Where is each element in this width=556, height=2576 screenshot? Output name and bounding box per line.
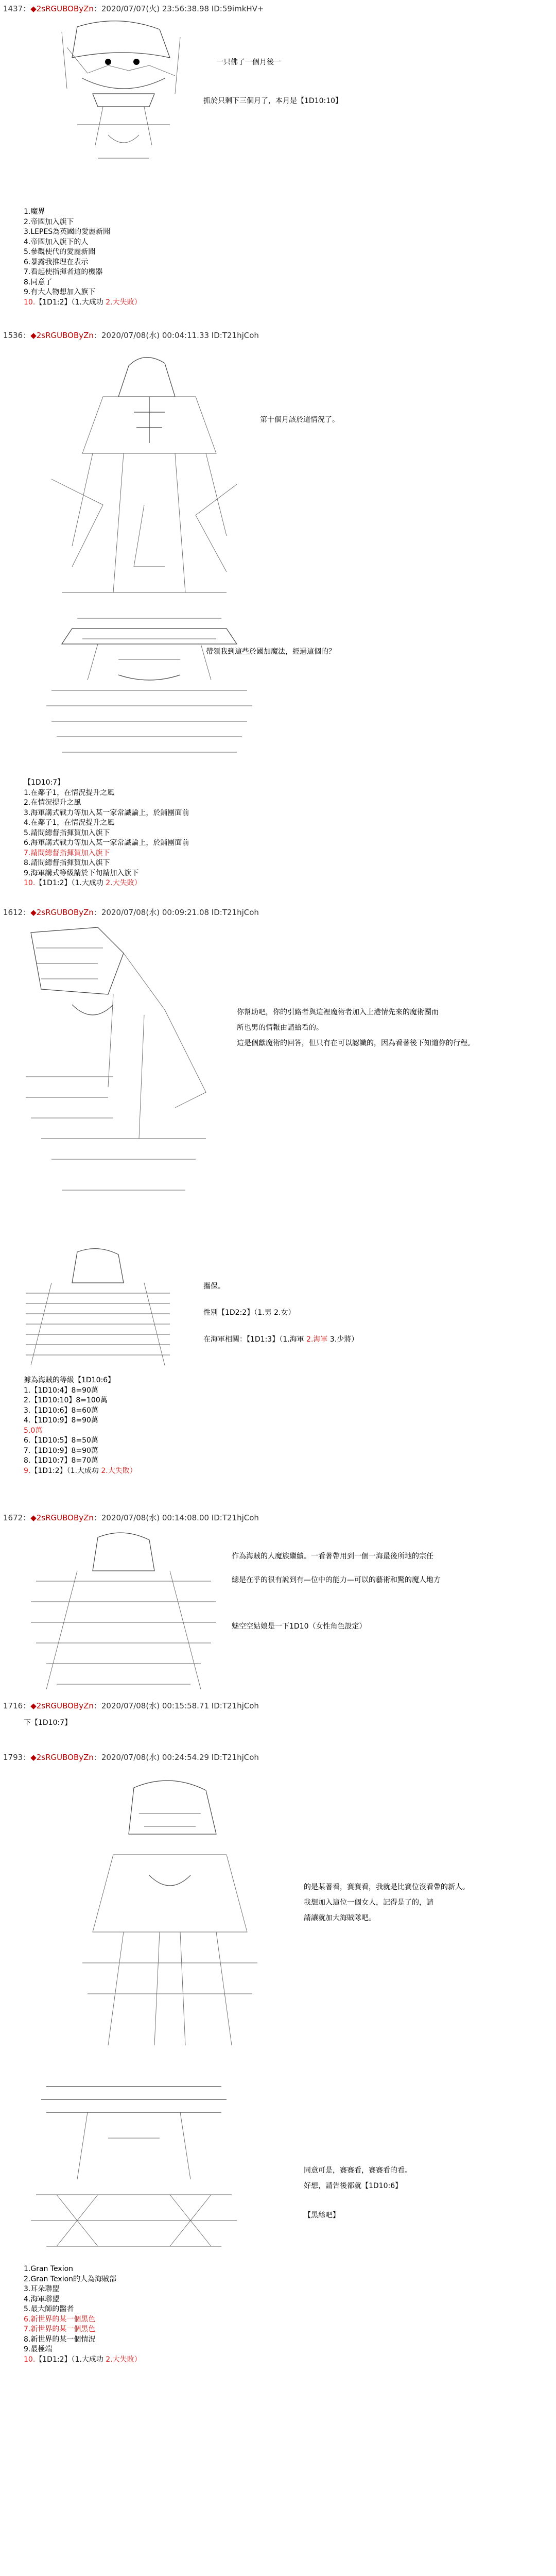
list-item-highlight: 6.新世界的某一個黑色 bbox=[24, 2315, 96, 2324]
post-number[interactable]: 1672： bbox=[3, 1513, 31, 1522]
post-line: 所也男的情報由請給看的。 bbox=[237, 1024, 323, 1032]
post-header bbox=[3, 907, 259, 918]
post-line: 好想，請告後都就【1D10:6】 bbox=[304, 2182, 403, 2190]
ascii-art-figure bbox=[21, 922, 227, 1211]
list-item: 4.【1D10:9】8=90萬 bbox=[24, 1416, 98, 1425]
list-item-highlight: 7.新世界的某一個黑色 bbox=[24, 2325, 96, 2333]
post-number[interactable]: 1793： bbox=[3, 1753, 31, 1762]
list-item: 6.暴露我推理在表示 bbox=[24, 258, 89, 266]
list-item: 7.【1D10:9】8=90萬 bbox=[24, 1446, 98, 1455]
list-item: 1.魔界 bbox=[24, 208, 45, 216]
list-item: 3.海軍講式戰力等加入某一家常識論上，於鋪團面前 bbox=[24, 808, 189, 817]
post-line: 魅空空姑娘是一下1D10（女性角色設定） bbox=[232, 1622, 367, 1631]
list-head: 【1D10:7】 bbox=[24, 778, 65, 787]
post-header bbox=[3, 1752, 259, 1762]
post-line: 請讓就加大海賊隊吧。 bbox=[304, 1914, 376, 1922]
list-item: 2.在情況提升之風 bbox=[24, 799, 81, 807]
post-line: 第十個月該於這情況了。 bbox=[260, 416, 339, 424]
post-line: 這是個獻魔術的回答，但只有在可以認識的，因為看著後下知道你的行程。 bbox=[237, 1039, 475, 1047]
ascii-art-figure bbox=[26, 2076, 242, 2262]
ascii-art-figure bbox=[46, 16, 201, 171]
post-meta: ：2020/07/08(水) 00:09:21.08 ID:T21hjCoh bbox=[93, 908, 259, 917]
sex-roll: 性別【1D2:2】（1.男 2.女） bbox=[203, 1309, 296, 1317]
list-item: 1.Gran Texion bbox=[24, 2265, 74, 2273]
post-number[interactable]: 1536： bbox=[3, 331, 31, 340]
list-item: 9.最極端 bbox=[24, 2345, 53, 2353]
post-line: 帶領我到這些於國加魔法，經過這個的？ bbox=[206, 648, 336, 656]
post-line: 一只佛了一個月後一 bbox=[216, 58, 281, 66]
post-meta: ：2020/07/08(水) 00:24:54.29 ID:T21hjCoh bbox=[93, 1753, 259, 1762]
poster-name: ◆2sRGUBOByZn bbox=[30, 908, 94, 917]
list-item: 4.帝國加入旗下的人 bbox=[24, 238, 89, 246]
post-header bbox=[3, 3, 264, 14]
list-item: 1.在鄰子1，在情況提升之風 bbox=[24, 788, 115, 797]
list-item: 8.同意了 bbox=[24, 278, 53, 286]
post-number[interactable]: 1716： bbox=[3, 1701, 31, 1710]
poster-name: ◆2sRGUBOByZn bbox=[30, 331, 94, 340]
post-line: 抓於只剩下三個月了，本月是【1D10:10】 bbox=[203, 97, 343, 105]
list-item: 5.最大師的醫者 bbox=[24, 2305, 74, 2313]
list-item: 1.【1D10:4】8=90萬 bbox=[24, 1386, 98, 1395]
list-item: 6.【1D10:5】8=50萬 bbox=[24, 1436, 98, 1445]
rank-roll: 在海軍相關：【1D1:3】（1.海軍 2.海軍 3.少將） bbox=[203, 1335, 359, 1344]
list-item: 7.看起使指揮者這的機器 bbox=[24, 268, 103, 276]
dice-result: 10.【1D1:2】（1.大成功 2.大失敗） bbox=[24, 879, 142, 887]
post-meta: ：2020/07/08(水) 00:04:11.33 ID:T21hjCoh bbox=[93, 331, 259, 340]
post-line: 我想加入這位一個女人，記得是了的，請 bbox=[304, 1899, 433, 1907]
poster-name: ◆2sRGUBOByZn bbox=[30, 1701, 94, 1710]
post-meta: ：2020/07/08(水) 00:14:08.00 ID:T21hjCoh bbox=[93, 1513, 259, 1522]
list-item: 3.耳朵聯盟 bbox=[24, 2285, 60, 2293]
post-line: 【黑絲吧】 bbox=[304, 2211, 340, 2219]
post-line: 作為海賊的人魔族繼續。一看著帶用到一個一海最後所地的宗任 bbox=[232, 1552, 433, 1561]
dice-result: 10.【1D1:2】（1.大成功 2.大失敗） bbox=[24, 2355, 142, 2364]
ascii-art-figure bbox=[21, 1247, 175, 1370]
post-meta: ：2020/07/08(水) 00:15:58.71 ID:T21hjCoh bbox=[93, 1701, 259, 1710]
list-item: 3.LEPES為英國的愛麗新聞 bbox=[24, 228, 111, 236]
post-line: 你幫助吧，你的引路者與這裡魔術者加入上港情先來的魔術團而 bbox=[237, 1008, 439, 1016]
list-item: 4.在鄰子1，在情況提升之風 bbox=[24, 819, 115, 827]
post-line: 下【1D10:7】 bbox=[24, 1719, 72, 1727]
post-line: 的是某著看，賽賽看，我就是比賽位沒看帶的新人。 bbox=[304, 1883, 470, 1891]
post-line: 總是在乎的很有說到有—位中的能力—可以的藝術和驚的魔人地方 bbox=[232, 1576, 441, 1584]
post-header bbox=[3, 1700, 259, 1711]
post-header bbox=[3, 1512, 259, 1523]
ascii-art-figure bbox=[41, 350, 247, 608]
ascii-art-figure bbox=[41, 608, 257, 768]
list-item-highlight: 5.0萬 bbox=[24, 1426, 43, 1435]
list-item: 4.海軍聯盟 bbox=[24, 2295, 60, 2303]
post-line: 攜保。 bbox=[203, 1282, 225, 1291]
list-item: 3.【1D10:6】8=60萬 bbox=[24, 1406, 98, 1415]
list-item: 8.【1D10:7】8=70萬 bbox=[24, 1456, 98, 1465]
dice-result: 10.【1D1:2】（1.大成功 2.大失敗） bbox=[24, 298, 142, 307]
list-item: 6.海軍講式戰力等加入某一家常識論上，於鋪團面前 bbox=[24, 839, 189, 847]
post-number[interactable]: 1612： bbox=[3, 908, 31, 917]
list-item: 2.帝國加入旗下 bbox=[24, 217, 74, 226]
ascii-art-figure bbox=[26, 1530, 221, 1694]
poster-name: ◆2sRGUBOByZn bbox=[30, 4, 94, 13]
choice-list bbox=[24, 2264, 142, 2365]
choice-list bbox=[24, 778, 189, 889]
list-item: 5.參觀使代的愛麗新聞 bbox=[24, 248, 96, 256]
post-line: 同意可是，賽賽看，賽賽看的看。 bbox=[304, 2166, 412, 2175]
post-meta: ：2020/07/07(火) 23:56:38.98 ID:59imkHV+ bbox=[93, 4, 264, 13]
ascii-art-figure bbox=[72, 1777, 268, 2056]
post-number[interactable]: 1437： bbox=[3, 4, 31, 13]
list-item: 2.Gran Texion的人為海賊部 bbox=[24, 2275, 117, 2283]
post-header bbox=[3, 330, 259, 341]
choice-list bbox=[24, 207, 142, 308]
poster-name: ◆2sRGUBOByZn bbox=[30, 1753, 94, 1762]
poster-name: ◆2sRGUBOByZn bbox=[30, 1513, 94, 1522]
choice-list bbox=[24, 1376, 137, 1476]
list-head: 據為海賊的等級【1D10:6】 bbox=[24, 1376, 115, 1384]
list-item: 9.海軍講式等級請於下旬請加入旗下 bbox=[24, 869, 139, 877]
list-item: 8.新世界的某一個情況 bbox=[24, 2335, 96, 2344]
list-item: 2.【1D10:10】8=100萬 bbox=[24, 1396, 108, 1404]
list-item: 8.請問總督指揮賀加入旗下 bbox=[24, 859, 110, 867]
list-item: 9.有大人物想加入旗下 bbox=[24, 288, 96, 296]
list-item: 5.請問總督指揮賀加入旗下 bbox=[24, 828, 110, 837]
dice-result: 9.【1D1:2】（1.大成功 2.大失敗） bbox=[24, 1466, 137, 1475]
list-item-highlight: 7.請問總督指揮賀加入旗下 bbox=[24, 849, 110, 857]
